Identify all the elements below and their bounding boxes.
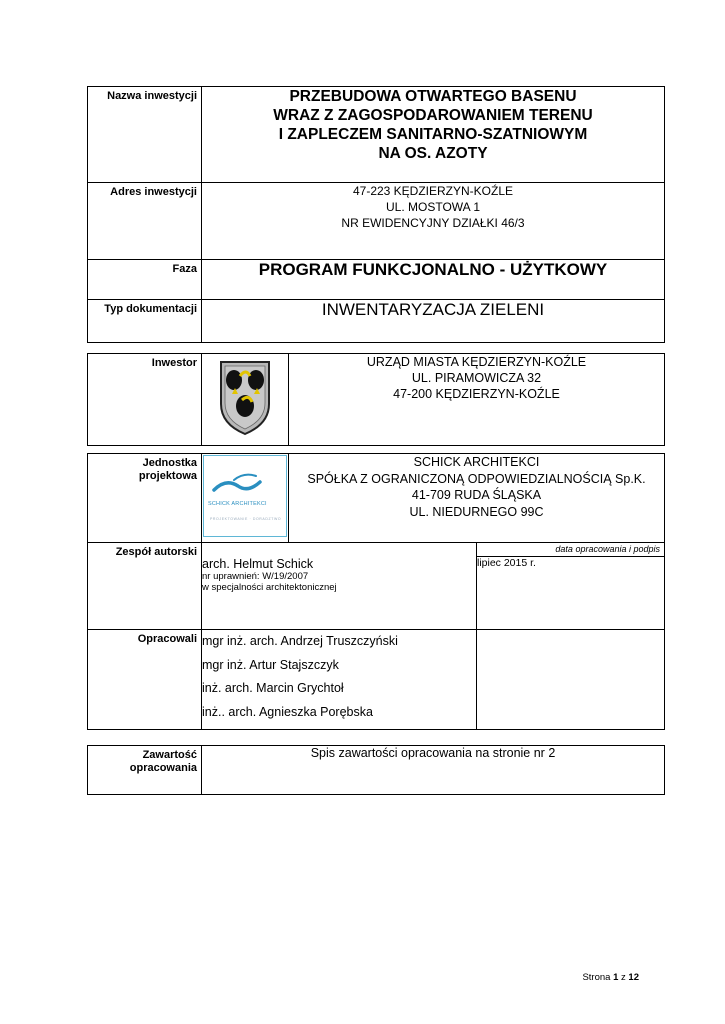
investor-line: 47-200 KĘDZIERZYN-KOŹLE xyxy=(393,387,560,401)
signature-cell xyxy=(477,630,665,730)
investment-address xyxy=(202,183,665,260)
team-name: inż. arch. Marcin Grychtoł xyxy=(202,681,344,695)
label-nazwa-inwestycji: Nazwa inwestycji xyxy=(88,87,202,183)
title-line: WRAZ Z ZAGOSPODAROWANIEM TERENU xyxy=(273,107,593,124)
investor-table xyxy=(87,353,665,446)
coat-of-arms-cell xyxy=(202,354,289,446)
title-line: I ZAPLECZEM SANITARNO-SZATNIOWYM xyxy=(278,126,588,143)
investor-line: UL. PIRAMOWICZA 32 xyxy=(411,371,542,385)
logo-cell xyxy=(202,454,289,543)
address-line: NR EWIDENCYJNY DZIAŁKI 46/3 xyxy=(341,216,525,230)
title-line: NA OS. AZOTY xyxy=(378,145,488,162)
investment-info-table xyxy=(87,86,665,343)
investor-details xyxy=(289,354,665,446)
page-of: z xyxy=(621,972,626,983)
label-typ-dokumentacji: Typ dokumentacji xyxy=(88,300,202,343)
faza-value: PROGRAM FUNKCJONALNO - UŻYTKOWY xyxy=(202,260,665,300)
page-current: 1 xyxy=(613,972,619,983)
coat-of-arms-icon xyxy=(202,354,288,440)
firm-line: SPÓŁKA Z OGRANICZONĄ ODPOWIEDZIALNOŚCIĄ Sp.K. xyxy=(307,471,646,486)
firm-line: 41-709 RUDA ŚLĄSKA xyxy=(411,488,542,502)
page-prefix: Strona xyxy=(582,972,611,983)
team-name: mgr inż. arch. Andrzej Truszczyński xyxy=(202,634,398,648)
page-total: 12 xyxy=(628,972,639,983)
author-specialty: w specjalności architektonicznej xyxy=(202,581,337,593)
label-opracowali: Opracowali xyxy=(88,630,202,730)
label-zespol-autorski: Zespół autorski xyxy=(88,543,202,630)
firm-line: UL. NIEDURNEGO 99C xyxy=(409,504,544,519)
label-zawartosc-opracowania: Zawartość opracowania xyxy=(88,746,202,795)
logo-wave-icon xyxy=(204,460,286,500)
investment-title xyxy=(202,87,665,183)
author-header-spacer xyxy=(202,543,477,557)
typ-value: INWENTARYZACJA ZIELENI xyxy=(202,300,665,343)
title-line: PRZEBUDOWA OTWARTEGO BASENU xyxy=(289,88,577,105)
firm-line: SCHICK ARCHITEKCI xyxy=(413,455,540,469)
author-cell xyxy=(202,557,477,630)
date-value: lipiec 2015 r. xyxy=(477,557,665,630)
author-name: arch. Helmut Schick xyxy=(202,556,314,571)
logo-text: SCHICK ARCHITEKCI xyxy=(208,501,267,507)
schick-logo xyxy=(203,455,287,537)
label-faza: Faza xyxy=(88,260,202,300)
team-name: mgr inż. Artur Stajszczyk xyxy=(202,657,339,672)
team-names xyxy=(202,630,477,730)
date-header: data opracowania i podpis xyxy=(477,543,665,557)
investor-line: URZĄD MIASTA KĘDZIERZYN-KOŹLE xyxy=(366,355,587,369)
address-line: UL. MOSTOWA 1 xyxy=(385,200,481,214)
contents-table xyxy=(87,745,665,795)
label-jednostka-projektowa: Jednostka projektowa xyxy=(88,454,202,543)
page-number xyxy=(582,972,639,983)
label-adres-inwestycji: Adres inwestycji xyxy=(88,183,202,260)
label-inwestor: Inwestor xyxy=(88,354,202,446)
team-name: inż.. arch. Agnieszka Porębska xyxy=(202,704,373,719)
logo-subtext: PROJEKTOWANIE · DORADZTWO xyxy=(210,517,282,521)
design-unit-table xyxy=(87,453,665,730)
author-license: nr uprawnień: W/19/2007 xyxy=(202,570,309,582)
address-line: 47-223 KĘDZIERZYN-KOŹLE xyxy=(352,184,514,198)
contents-text: Spis zawartości opracowania na stronie nr 2 xyxy=(202,746,665,795)
firm-details xyxy=(289,454,665,543)
